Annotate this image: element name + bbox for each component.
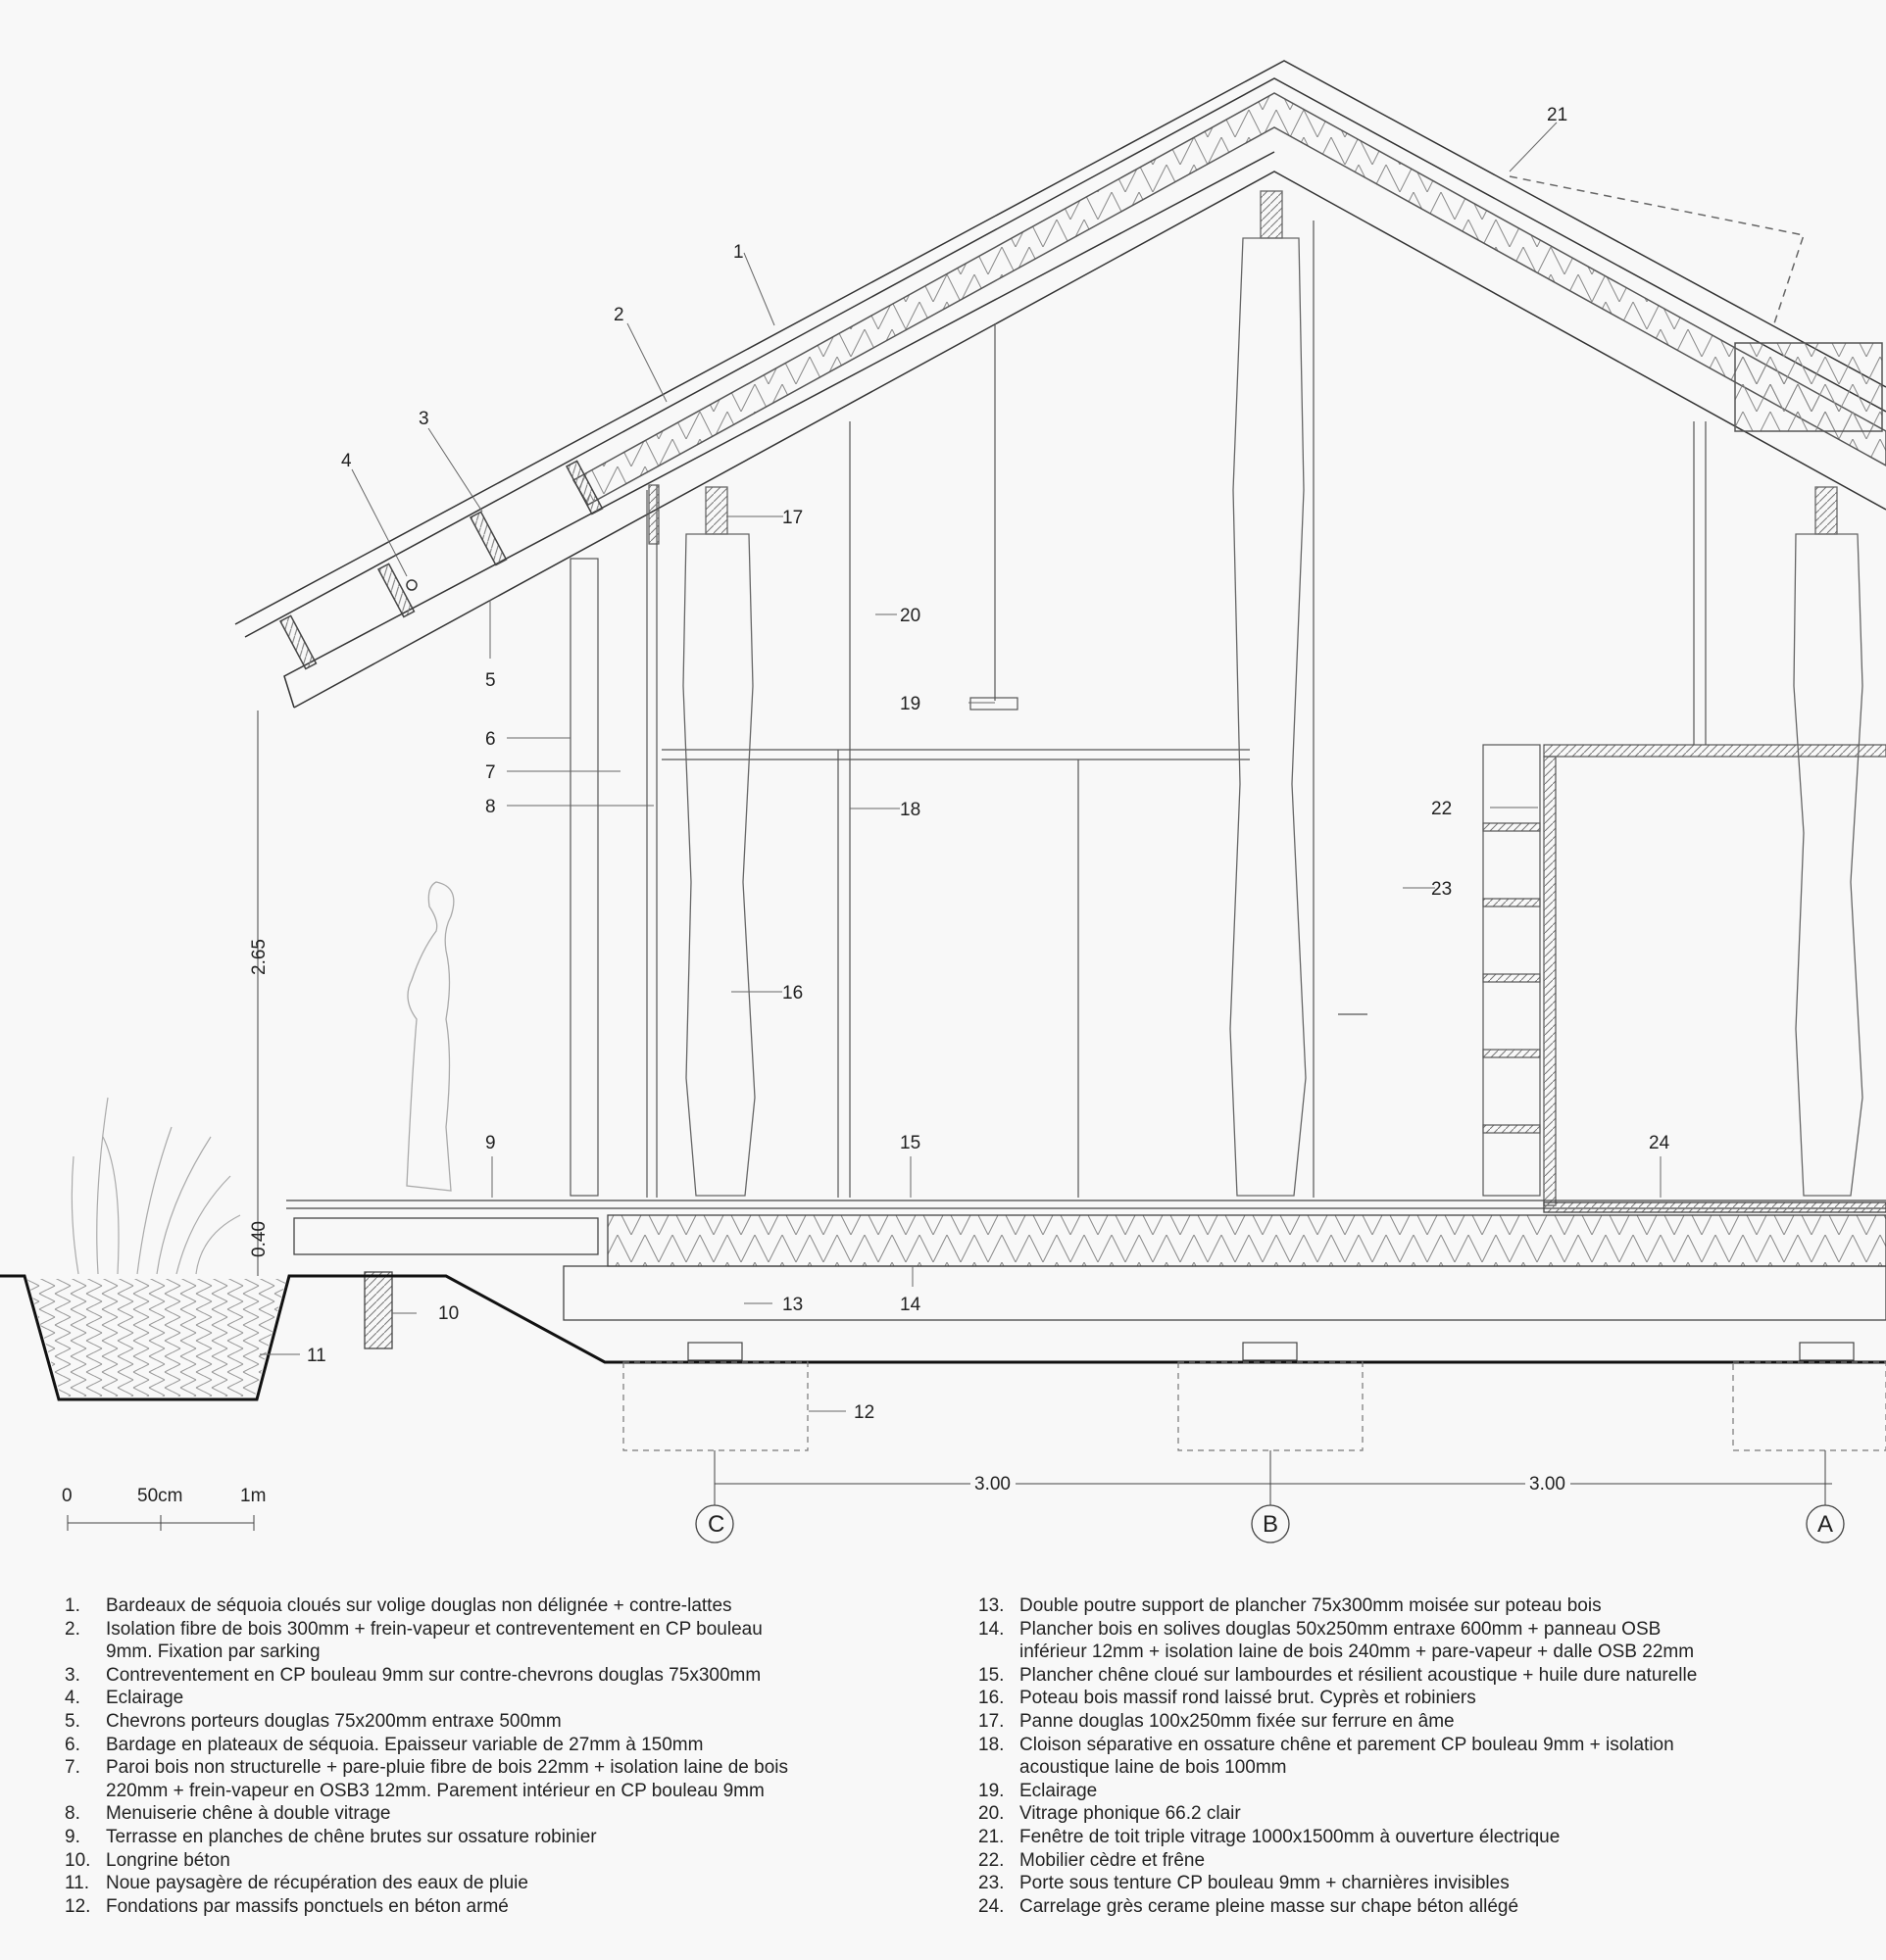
legend-item	[978, 1780, 1861, 1803]
legend-text: Vitrage phonique 66.2 clair	[1019, 1803, 1241, 1825]
legend-text: Eclairage	[1019, 1780, 1098, 1801]
legend-text: Bardage en plateaux de séquoia. Epaisseur variable de 27mm à 150mm	[106, 1734, 704, 1755]
legend-number: 3.	[65, 1664, 80, 1686]
legend-item	[978, 1895, 1861, 1919]
legend-item	[978, 1872, 1861, 1895]
legend-number: 11.	[65, 1873, 90, 1894]
floor-joists	[608, 1215, 1886, 1266]
callout-23: 23	[1431, 879, 1453, 900]
person-silhouette	[407, 882, 454, 1191]
callout-1: 1	[733, 242, 744, 263]
legend-text: Carrelage grès cerame pleine masse sur chape béton allégé	[1019, 1895, 1519, 1917]
legend-item	[65, 1664, 947, 1688]
legend-item	[978, 1594, 1861, 1618]
grid-label-b: B	[1263, 1511, 1279, 1538]
callout-12: 12	[854, 1402, 875, 1423]
callout-16: 16	[782, 983, 804, 1004]
legend-text: Eclairage	[106, 1688, 184, 1709]
legend-number: 2.	[65, 1618, 80, 1640]
legend-item	[65, 1872, 947, 1895]
floor	[286, 1200, 1886, 1348]
legend-item	[978, 1734, 1861, 1780]
legend-number: 9.	[65, 1826, 80, 1847]
legend-text: Fenêtre de toit triple vitrage 1000x1500mm à ouverture électrique	[1019, 1826, 1561, 1847]
plants	[72, 1098, 240, 1274]
callout-10: 10	[438, 1303, 460, 1324]
legend-right	[978, 1594, 1861, 1918]
legend-number: 24.	[978, 1895, 1005, 1917]
ground-line	[0, 1276, 1886, 1399]
legend-text: Porte sous tenture CP bouleau 9mm + charnières invisibles	[1019, 1873, 1510, 1894]
foundations	[623, 1362, 1886, 1450]
dim-span-ba: 3.00	[1529, 1474, 1565, 1494]
legend-text: Chevrons porteurs douglas 75x200mm entraxe 500mm	[106, 1710, 562, 1732]
legend-number: 19.	[978, 1780, 1005, 1801]
legend-number: 6.	[65, 1734, 80, 1755]
light-fixture-4	[407, 580, 417, 590]
legend-number: 7.	[65, 1757, 80, 1779]
legend-number: 13.	[978, 1595, 1005, 1616]
callout-21: 21	[1547, 105, 1568, 125]
legend-number: 8.	[65, 1803, 80, 1825]
concrete-stringer	[365, 1272, 392, 1348]
rafter-line	[294, 172, 1886, 708]
legend-number: 17.	[978, 1710, 1005, 1732]
scale-mid: 50cm	[137, 1486, 183, 1506]
callout-2: 2	[614, 305, 624, 325]
legend-text: Plancher chêne cloué sur lambourdes et résilient acoustique + huile dure naturelle	[1019, 1664, 1698, 1686]
footing-pads	[688, 1343, 1854, 1360]
post-b	[1230, 238, 1306, 1196]
legend-left	[65, 1594, 947, 1918]
post-16	[683, 534, 755, 1196]
callout-9: 9	[485, 1133, 496, 1153]
legend-number: 18.	[978, 1734, 1005, 1755]
legend-text: Longrine béton	[106, 1849, 230, 1871]
callout-20: 20	[900, 606, 921, 626]
callout-19: 19	[900, 694, 921, 714]
legend-number: 1.	[65, 1595, 80, 1616]
legend-number: 15.	[978, 1664, 1005, 1686]
legend-text: Mobilier cèdre et frêne	[1019, 1849, 1206, 1871]
callout-8: 8	[485, 797, 496, 817]
callout-17: 17	[782, 508, 804, 528]
legend-item	[978, 1849, 1861, 1873]
legend-number: 21.	[978, 1826, 1005, 1847]
legend-item	[978, 1664, 1861, 1688]
legend-item	[65, 1734, 947, 1757]
legend-text: Panne douglas 100x250mm fixée sur ferrure en âme	[1019, 1710, 1455, 1732]
legend-number: 23.	[978, 1873, 1005, 1894]
ground	[0, 1276, 1886, 1399]
legend-item	[65, 1710, 947, 1734]
legend-item	[65, 1895, 947, 1919]
callout-6: 6	[485, 729, 496, 750]
legend-item	[65, 1849, 947, 1873]
callout-22: 22	[1431, 799, 1453, 819]
legend-text: Noue paysagère de récupération des eaux de pluie	[106, 1873, 528, 1894]
light-fixture-19	[970, 698, 1017, 710]
legend-text: Contreventement en CP bouleau 9mm sur contre-chevrons douglas 75x300mm	[106, 1664, 762, 1686]
legend-number: 12.	[65, 1895, 91, 1917]
terrace-beam	[294, 1218, 598, 1254]
callout-15: 15	[900, 1133, 921, 1153]
dim-span-cb: 3.00	[974, 1474, 1011, 1494]
legend-number: 22.	[978, 1849, 1005, 1871]
legend-item	[65, 1687, 947, 1710]
legend-item	[978, 1802, 1861, 1826]
dim-height-main: 2.65	[249, 939, 270, 975]
callout-14: 14	[900, 1295, 921, 1315]
structure	[571, 220, 1886, 1205]
legend-number: 4.	[65, 1688, 80, 1709]
roof	[235, 61, 1886, 708]
grid-label-c: C	[708, 1511, 725, 1538]
legend-text: Fondations par massifs ponctuels en béton armé	[106, 1895, 509, 1917]
legend-number: 5.	[65, 1710, 80, 1732]
exterior-wall	[571, 559, 598, 1196]
grid-label-a: A	[1817, 1511, 1834, 1538]
callout-7: 7	[485, 762, 496, 783]
dimension-lines	[68, 710, 1832, 1534]
legend-item	[978, 1826, 1861, 1849]
right-roof-insulation	[1735, 343, 1882, 431]
legend-number: 20.	[978, 1803, 1005, 1825]
legend-item	[65, 1594, 947, 1618]
callout-18: 18	[900, 800, 921, 820]
callout-24: 24	[1649, 1133, 1670, 1153]
dim-height-terrace: 0.40	[249, 1221, 270, 1257]
legend-item	[978, 1618, 1861, 1664]
legend-item	[978, 1710, 1861, 1734]
legend-text: Bardeaux de séquoia cloués sur volige douglas non délignée + contre-lattes	[106, 1595, 732, 1616]
legend-text: Isolation fibre de bois 300mm + frein-vapeur et contreventement en CP bouleau 9mm. Fixation par sarking	[106, 1618, 763, 1663]
legend-item	[978, 1687, 1861, 1710]
callout-5: 5	[485, 670, 496, 691]
legend-text: Plancher bois en solives douglas 50x250mm entraxe 600mm + panneau OSB inférieur 12mm + isolation laine de bois 240mm + pare-vapeur + dalle OSB 22mm	[1019, 1618, 1695, 1663]
double-beam	[564, 1266, 1886, 1320]
roof-insulation	[573, 93, 1886, 505]
legend-text: Terrasse en planches de chêne brutes sur ossature robinier	[106, 1826, 597, 1847]
scale-zero: 0	[62, 1486, 73, 1506]
callout-4: 4	[341, 451, 352, 471]
callout-3: 3	[419, 409, 429, 429]
legend-text: Double poutre support de plancher 75x300mm moisée sur poteau bois	[1019, 1595, 1602, 1616]
legend-item	[65, 1618, 947, 1664]
legend-text: Paroi bois non structurelle + pare-pluie fibre de bois 22mm + isolation laine de bois 220mm + frein-vapeur en OSB3 12mm. Parement intérieur en CP bouleau 9mm	[106, 1757, 789, 1801]
legend-item	[65, 1802, 947, 1826]
legend-text: Poteau bois massif rond laissé brut. Cyprès et robiniers	[1019, 1688, 1476, 1709]
callout-11: 11	[307, 1346, 326, 1366]
legend-number: 10.	[65, 1849, 91, 1871]
callout-13: 13	[782, 1295, 804, 1315]
post-a	[1794, 534, 1862, 1196]
legend-item	[65, 1826, 947, 1849]
legend-number: 16.	[978, 1688, 1005, 1709]
scale-end: 1m	[240, 1486, 267, 1506]
swale-fill	[27, 1279, 286, 1396]
legend-number: 14.	[978, 1618, 1005, 1640]
legend-item	[65, 1756, 947, 1802]
legend-text: Cloison séparative en ossature chêne et parement CP bouleau 9mm + isolation acoustique laine de bois 100mm	[1019, 1734, 1674, 1779]
legend-text: Menuiserie chêne à double vitrage	[106, 1803, 391, 1825]
